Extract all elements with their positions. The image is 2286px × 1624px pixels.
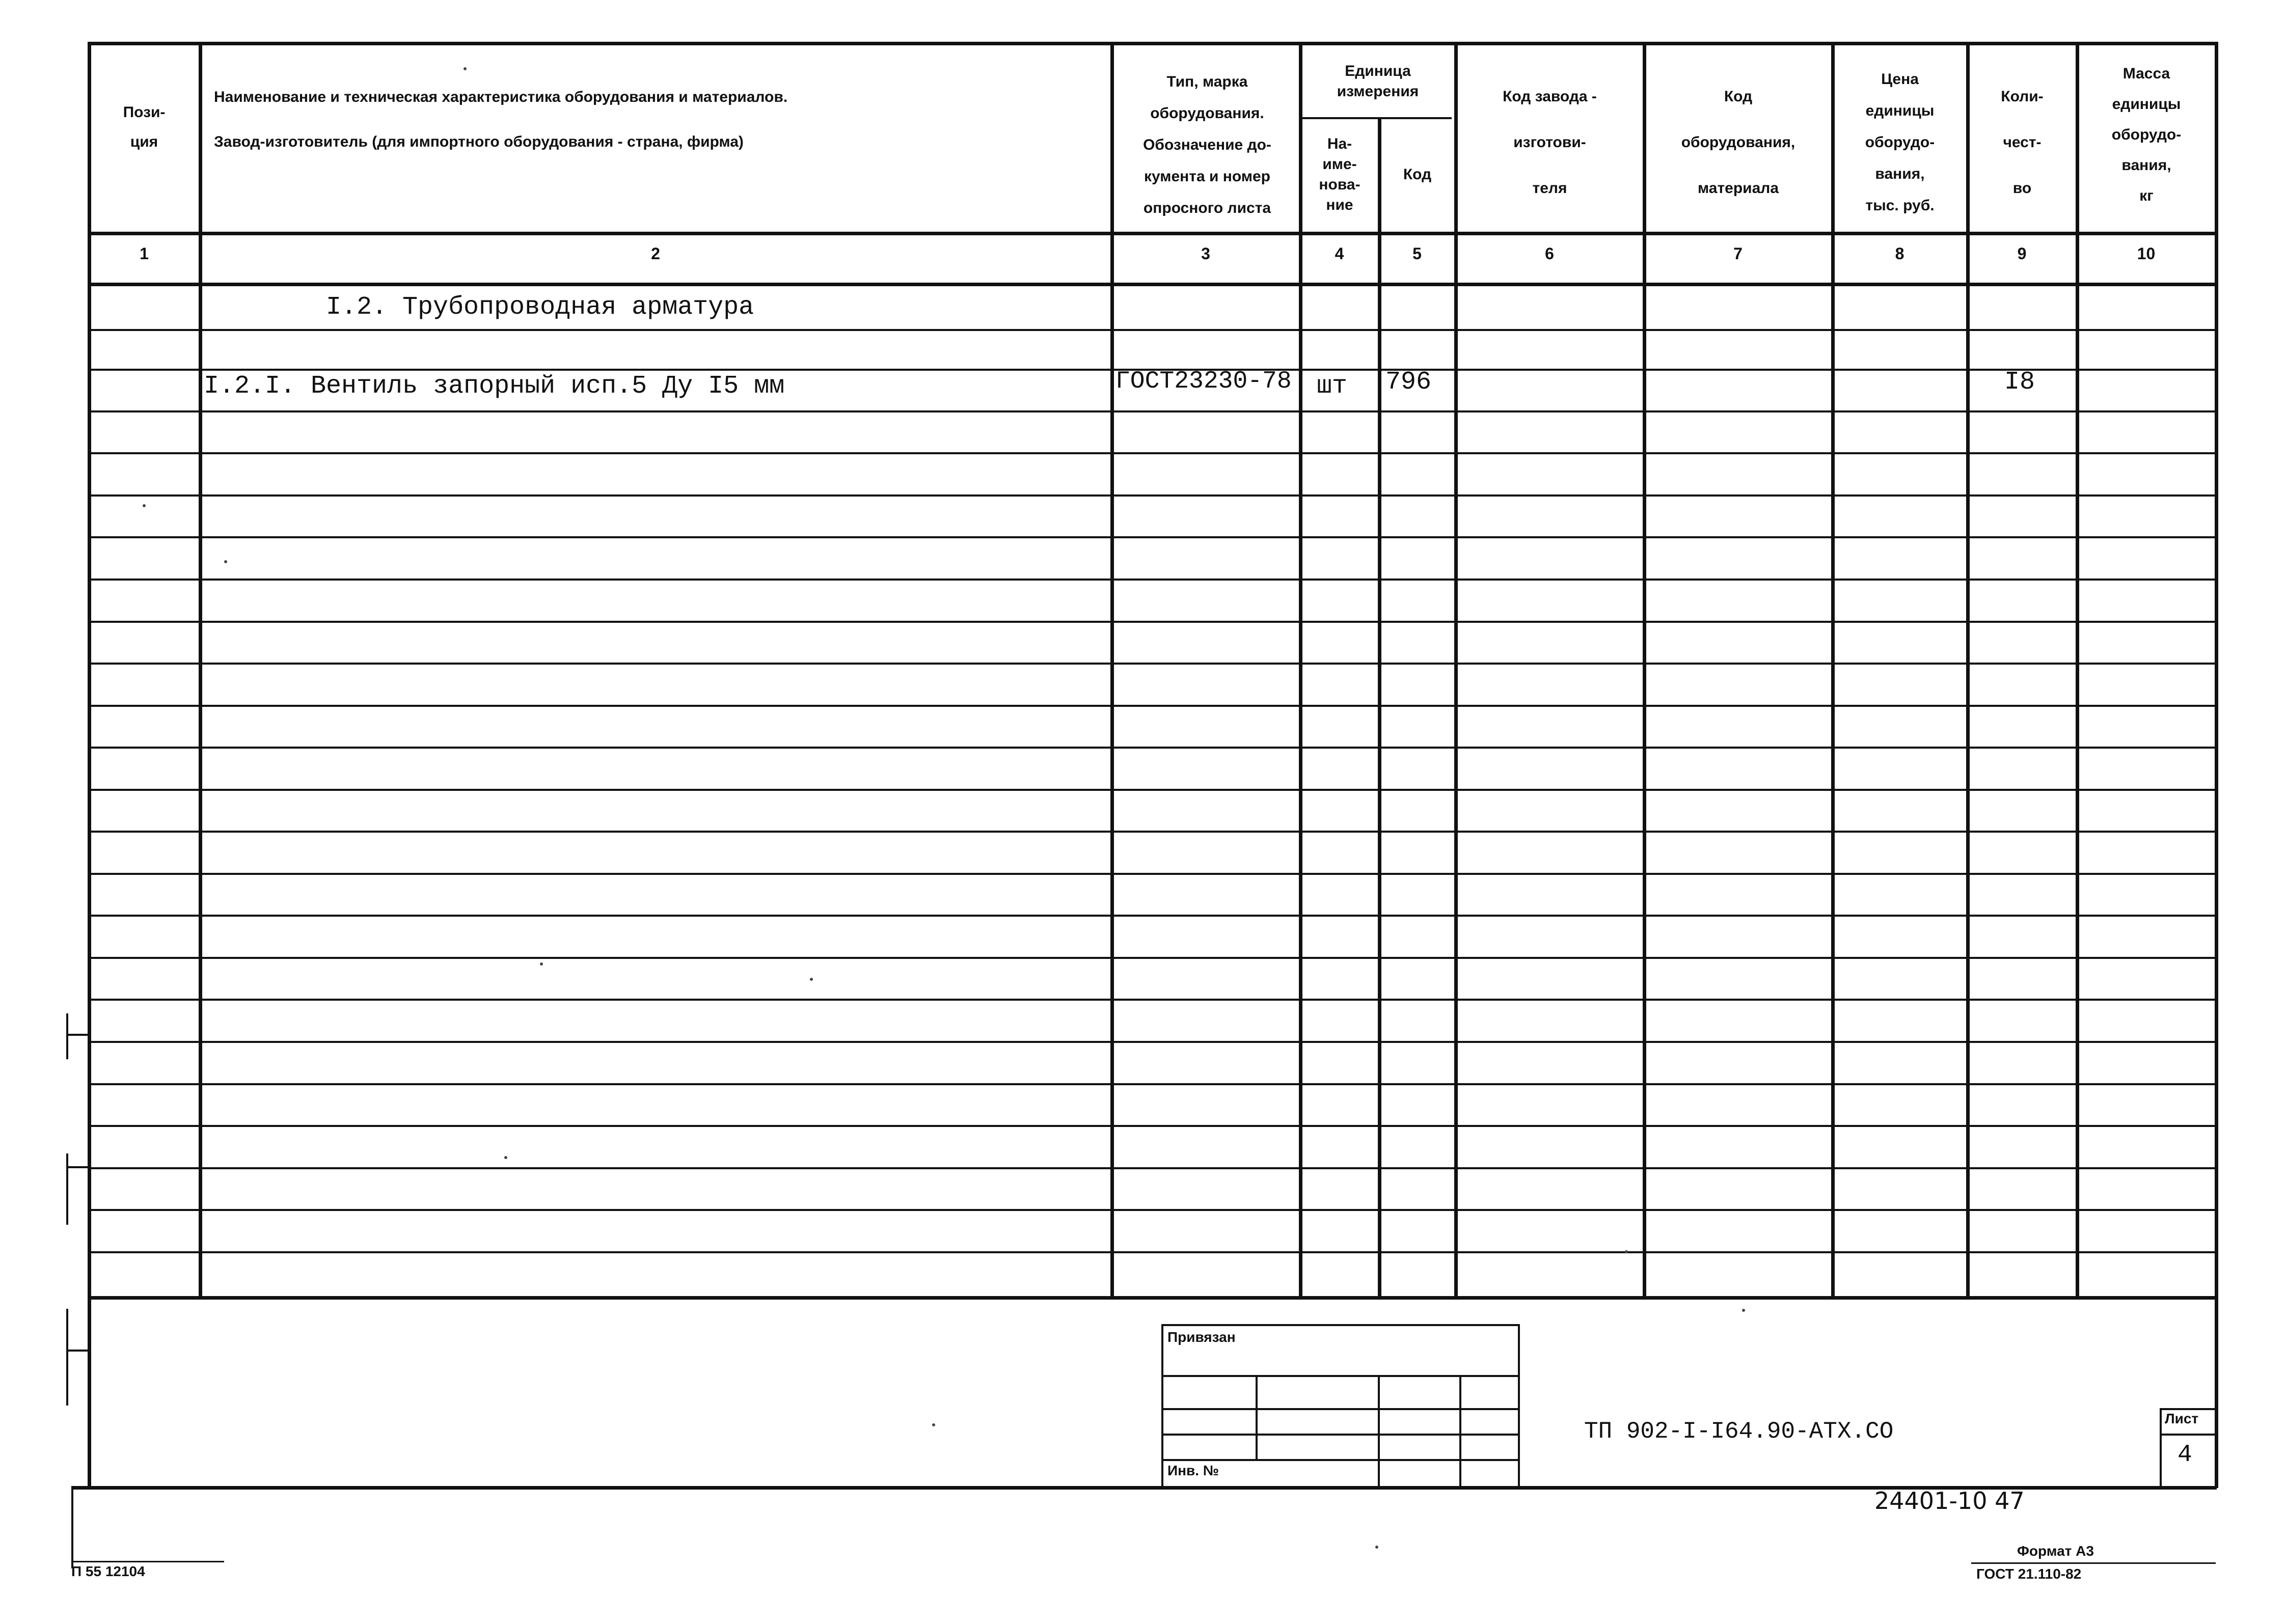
left-code: П 55 12104 xyxy=(71,1563,145,1579)
format-label: Формат А3 xyxy=(2017,1543,2094,1559)
gost-label: ГОСТ 21.110-82 xyxy=(1976,1566,2082,1582)
document-code: ТП 902-I-I64.90-АТХ.СО xyxy=(1584,1418,1894,1445)
header-factory-code: Код завода - изготови- теля xyxy=(1503,88,1597,197)
column-number-6: 6 xyxy=(1545,244,1554,263)
header-name: Наименование и техническая характеристика оборудования и материалов. Завод-изготовитель (для импортного оборудования - страна, фирма) xyxy=(214,89,788,150)
row-name: I.2.I. Вентиль запорный исп.5 Ду I5 мм xyxy=(204,372,785,401)
section-title: I.2. Трубопроводная арматура xyxy=(326,293,754,322)
row-quantity: I8 xyxy=(2004,368,2035,397)
header-unit-mass: Масса единицы оборудо- вания, кг xyxy=(2111,65,2182,204)
column-number-1: 1 xyxy=(140,244,149,263)
row-unit-code: 796 xyxy=(1385,368,1432,397)
sheet-label: Лист xyxy=(2165,1411,2199,1426)
column-number-8: 8 xyxy=(1895,244,1904,263)
column-number-3: 3 xyxy=(1201,244,1210,263)
stamp-attached-label: Привязан xyxy=(1167,1329,1236,1345)
column-number-7: 7 xyxy=(1733,244,1743,263)
header-type-doc: Тип, марка оборудования. Обозначение до- кумента и номер опросного листа xyxy=(1143,73,1271,216)
row-unit-name: шт xyxy=(1317,372,1348,401)
header-position: Пози- ция xyxy=(123,104,166,150)
header-unit-group: Единица измерения xyxy=(1337,63,1419,100)
handwritten-number: 24401-10 47 xyxy=(1874,1487,2025,1515)
header-unit-name: На- име- нова- ние xyxy=(1319,135,1360,213)
header-quantity: Коли- чест- во xyxy=(2001,88,2044,197)
column-number-4: 4 xyxy=(1335,244,1344,263)
column-number-9: 9 xyxy=(2017,244,2027,263)
column-number-10: 10 xyxy=(2137,244,2156,263)
header-equipment-code: Код оборудования, материала xyxy=(1681,88,1795,197)
row-type-doc: ГОСТ23230-78 xyxy=(1115,368,1292,395)
column-number-5: 5 xyxy=(1412,244,1422,263)
header-unit-code: Код xyxy=(1403,166,1432,183)
column-number-2: 2 xyxy=(651,244,660,263)
sheet-number: 4 xyxy=(2178,1441,2192,1469)
stamp-inv-label: Инв. № xyxy=(1167,1463,1219,1478)
header-unit-price: Цена единицы оборудо- вания, тыс. руб. xyxy=(1865,71,1935,214)
